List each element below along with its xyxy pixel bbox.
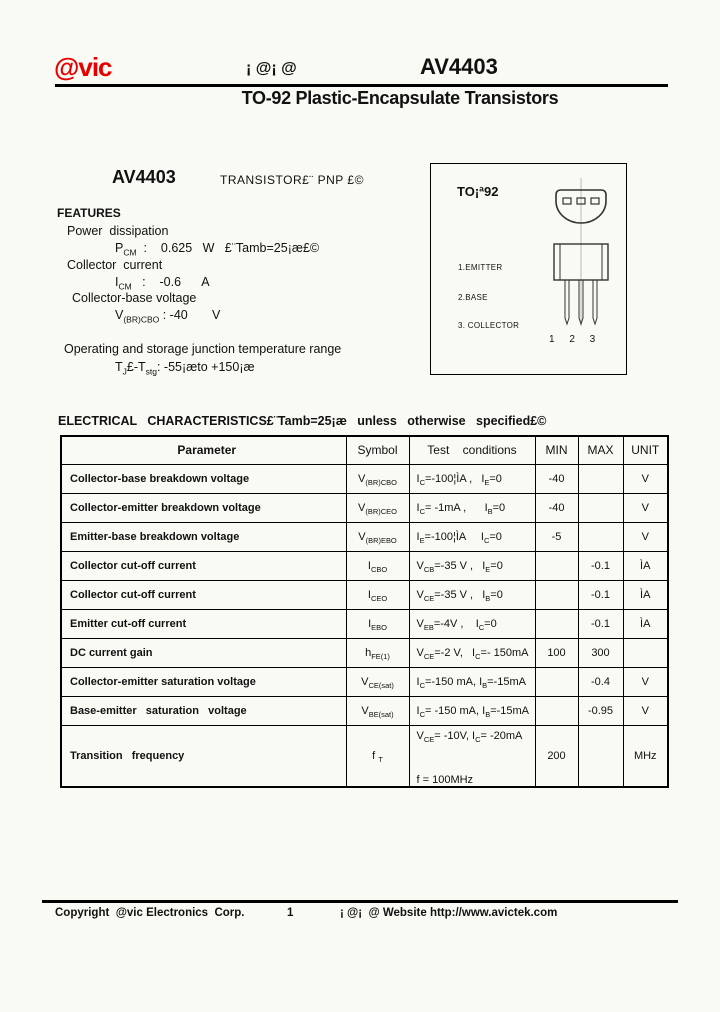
symbol-cell: $h_{FE(1)}$	[346, 638, 409, 667]
header-rule	[55, 84, 668, 87]
min-cell	[535, 580, 578, 609]
condition-line1: $I_C= -150$ mA, $I_B=-15mA$	[416, 704, 530, 719]
condition-line1: $V_{CB}=-35$ V , $I_E=0$	[416, 559, 503, 574]
spec-table-body	[61, 464, 668, 787]
symbol-cell: $I_{EBO}$	[346, 609, 409, 638]
unit-cell: ÌA	[623, 609, 668, 638]
parameter-cell: Base-emitter saturation voltage	[61, 696, 346, 725]
max-cell	[578, 493, 623, 522]
min-cell: -40	[535, 464, 578, 493]
unit-cell: V	[623, 696, 668, 725]
max-cell: 300	[578, 638, 623, 667]
package-title: TO¡ª92	[457, 184, 499, 199]
table-row	[61, 522, 668, 551]
pin-label-base: 2.BASE	[458, 293, 488, 302]
condition-line1: $V_{CE}=-35$ V , $I_B=0$	[416, 588, 503, 603]
footer-copyright: Copyright @vic Electronics Corp.	[55, 907, 245, 919]
header-symbol: Symbol	[346, 436, 409, 464]
header-parameter: Parameter	[61, 436, 346, 464]
condition-line1: $I_E=-100¦ÌA$ $I_C=0$	[416, 530, 502, 545]
conditions-cell	[409, 464, 535, 493]
max-cell	[578, 522, 623, 551]
parameter-cell: Collector-emitter saturation voltage	[61, 667, 346, 696]
max-cell	[578, 464, 623, 493]
condition-line1: $V_{CE}=-2$ V, $I_C=-$ 150mA	[416, 646, 529, 661]
pin-label-emitter: 1.EMITTER	[458, 263, 503, 272]
parameter-cell: Collector-emitter breakdown voltage	[61, 493, 346, 522]
feature-power-label: Power dissipation	[67, 224, 169, 238]
table-row	[61, 464, 668, 493]
symbol-cell: $V_{(BR)CEO}$	[346, 493, 409, 522]
parameter-cell: Transition frequency	[61, 725, 346, 787]
symbol-cell: $V_{(BR)CBO}$	[346, 464, 409, 493]
min-cell: 200	[535, 725, 578, 787]
max-cell: -0.1	[578, 551, 623, 580]
spec-table	[60, 435, 669, 788]
min-cell	[535, 551, 578, 580]
min-cell	[535, 667, 578, 696]
conditions-cell	[409, 580, 535, 609]
feature-vcb-value: $V_{(BR)CBO}$ : -40 V	[115, 308, 221, 325]
table-row	[61, 609, 668, 638]
conditions-cell	[409, 522, 535, 551]
max-cell: -0.1	[578, 609, 623, 638]
conditions-cell	[409, 667, 535, 696]
conditions-cell	[409, 725, 535, 787]
unit-cell: ÌA	[623, 580, 668, 609]
table-row	[61, 667, 668, 696]
min-cell	[535, 696, 578, 725]
symbol-cell: $V_{(BR)EBO}$	[346, 522, 409, 551]
footer-page-number: 1	[287, 907, 294, 919]
header-unit: UNIT	[623, 436, 668, 464]
condition-line1: $I_C= -1mA$ , $I_B=0$	[416, 501, 506, 516]
table-row	[61, 638, 668, 667]
header-min: MIN	[535, 436, 578, 464]
feature-power-value: $P_{CM}$ : 0.625 W £¨Tamb=25¡æ£©	[115, 241, 320, 258]
conditions-cell	[409, 551, 535, 580]
condition-line1: $I_C=-100¦ÌA$ , $I_E=0$	[416, 472, 502, 487]
conditions-cell	[409, 609, 535, 638]
table-row	[61, 696, 668, 725]
package-outline-box	[430, 163, 627, 375]
parameter-cell: Emitter cut-off current	[61, 609, 346, 638]
footer-website: ¡ @¡ @ Website http://www.avictek.com	[340, 907, 558, 919]
parameter-cell: Collector cut-off current	[61, 580, 346, 609]
feature-vcb-label: Collector-base voltage	[72, 291, 197, 305]
min-cell: -40	[535, 493, 578, 522]
max-cell: -0.95	[578, 696, 623, 725]
table-row	[61, 725, 668, 787]
header-part-number: AV4403	[420, 54, 498, 79]
symbol-cell: $I_{CEO}$	[346, 580, 409, 609]
header-center-mark: ¡ @¡ @	[246, 60, 297, 77]
to92-drawing-icon	[536, 176, 626, 341]
condition-line2: f = 100MHz	[416, 773, 474, 786]
symbol-cell: f $_T$	[346, 725, 409, 787]
symbol-cell: $I_{CBO}$	[346, 551, 409, 580]
min-cell	[535, 609, 578, 638]
features-heading: FEATURES	[57, 206, 121, 220]
table-row	[61, 551, 668, 580]
table-header-row	[61, 436, 668, 464]
parameter-cell: Emitter-base breakdown voltage	[61, 522, 346, 551]
table-row	[61, 580, 668, 609]
conditions-cell	[409, 493, 535, 522]
min-cell: -5	[535, 522, 578, 551]
unit-cell	[623, 638, 668, 667]
symbol-cell: $V_{BE(sat)}$	[346, 696, 409, 725]
footer-rule	[42, 900, 678, 903]
unit-cell: V	[623, 464, 668, 493]
unit-cell: V	[623, 522, 668, 551]
conditions-cell	[409, 696, 535, 725]
page-title: TO-92 Plastic-Encapsulate Transistors	[241, 88, 559, 108]
table-title: ELECTRICAL CHARACTERISTICS£¨Tamb=25¡æ unless otherwise specified£©	[58, 414, 547, 428]
parameter-cell: Collector-base breakdown voltage	[61, 464, 346, 493]
brand-logo: @vic	[54, 52, 112, 82]
feature-temp-value: $T_J£-T_{stg}$: -55¡æto +150¡æ	[115, 360, 255, 377]
unit-cell: ÌA	[623, 551, 668, 580]
feature-temp-label: Operating and storage junction temperature range	[64, 342, 342, 356]
unit-cell: MHz	[623, 725, 668, 787]
condition-line1: $I_C=-150$ mA, $I_B=-15mA$	[416, 675, 526, 690]
unit-cell: V	[623, 667, 668, 696]
table-row	[61, 493, 668, 522]
min-cell: 100	[535, 638, 578, 667]
header-conditions: Test conditions	[409, 436, 535, 464]
header-max: MAX	[578, 436, 623, 464]
max-cell	[578, 725, 623, 787]
unit-cell: V	[623, 493, 668, 522]
feature-ic-value: $I_{CM}$ : -0.6 A	[115, 275, 210, 292]
conditions-cell	[409, 638, 535, 667]
max-cell: -0.1	[578, 580, 623, 609]
product-name: AV4403	[112, 167, 176, 187]
symbol-cell: $V_{CE(sat)}$	[346, 667, 409, 696]
parameter-cell: Collector cut-off current	[61, 551, 346, 580]
feature-ic-label: Collector current	[67, 258, 163, 272]
max-cell: -0.4	[578, 667, 623, 696]
pin-label-collector: 3. COLLECTOR	[458, 321, 520, 330]
condition-line1: $V_{CE}= -10V$, $I_C= -20mA$	[416, 729, 523, 744]
product-type: TRANSISTOR£¨ PNP £©	[220, 173, 364, 187]
parameter-cell: DC current gain	[61, 638, 346, 667]
pin-numbers: 1 2 3	[549, 334, 602, 345]
condition-line1: $V_{EB}=-4V$ , $I_C=0$	[416, 617, 497, 632]
